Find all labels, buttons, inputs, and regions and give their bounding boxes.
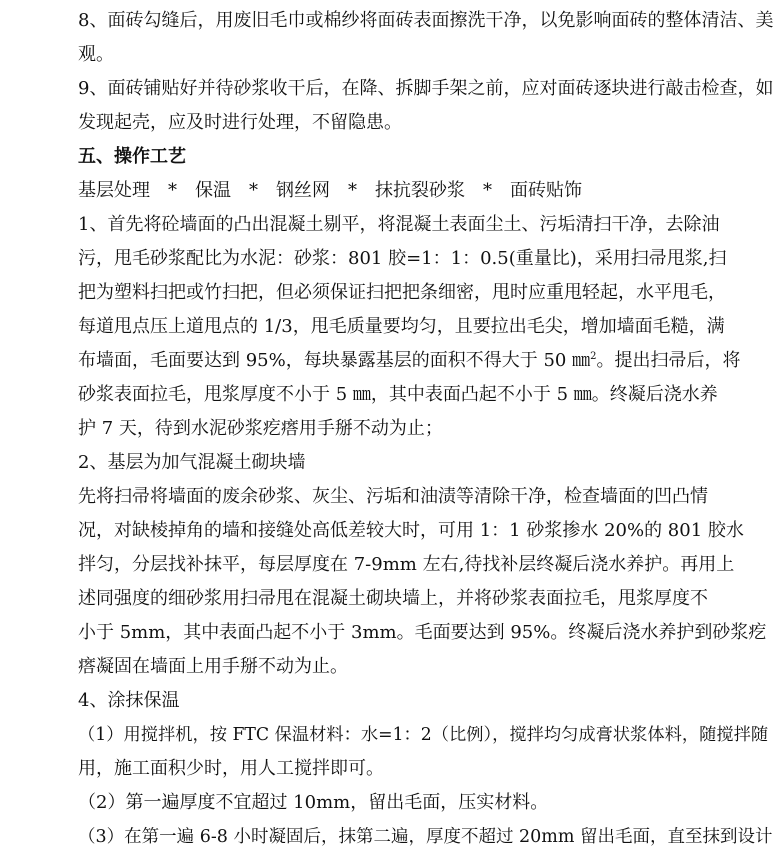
process-step-2: 保温 <box>195 180 231 201</box>
process-separator: * <box>348 180 357 201</box>
step-2-line-2: 况，对缺棱掉角的墙和接缝处高低差较大时，可用 1：1 砂浆掺水 20%的 801 胶水 <box>78 520 744 541</box>
step-1-line-1: 1、首先将砼墙面的凸出混凝土剔平，将混凝土表面尘土、污垢清扫干净，去除油 <box>78 214 720 235</box>
paragraph-8-line-2: 观。 <box>78 44 114 65</box>
step-4-sub-1-line-2: 用，施工面积少时，用人工搅拌即可。 <box>78 758 384 779</box>
process-separator: * <box>168 180 177 201</box>
step-2-line-5: 小于 5mm，其中表面凸起不小于 3mm。毛面要达到 95%。终凝后浇水养护到砂浆疙 <box>78 622 767 643</box>
step-1-line-5 <box>78 350 740 374</box>
process-step-1: 基层处理 <box>78 180 150 201</box>
process-flow <box>78 180 582 204</box>
superscript-2: 2 <box>590 351 597 362</box>
process-separator: * <box>249 180 258 201</box>
section-heading: 五、操作工艺 <box>78 146 186 167</box>
step-2-title: 2、基层为加气混凝土砌块墙 <box>78 452 306 473</box>
step-1-line-3: 把为塑料扫把或竹扫把，但必须保证扫把把条细密，甩时应重甩轻起，水平甩毛， <box>78 282 726 303</box>
paragraph-8-line-1: 8、面砖勾缝后，用废旧毛巾或棉纱将面砖表面擦洗干净，以免影响面砖的整体清洁、美 <box>78 10 774 31</box>
step-2-line-1: 先将扫帚将墙面的废余砂浆、灰尘、污垢和油渍等清除干净，检查墙面的凹凸情 <box>78 486 708 507</box>
step-4-sub-2: （2）第一遍厚度不宜超过 10mm，留出毛面，压实材料。 <box>78 792 549 813</box>
step-2-line-3: 拌匀，分层找补抹平，每层厚度在 7-9mm 左右,待找补层终凝后浇水养护。再用上 <box>78 554 735 575</box>
step-1-line-6: 砂浆表面拉毛，甩浆厚度不小于 5 ㎜，其中表面凸起不小于 5 ㎜。终凝后浇水养 <box>78 384 718 405</box>
step-4-sub-1-line-1: （1）用搅拌机，按 FTC 保温材料：水=1：2（比例），搅拌均匀成膏状浆体料，随搅拌随 <box>78 725 769 745</box>
process-separator: * <box>483 180 492 201</box>
step-4-title: 4、涂抹保温 <box>78 690 180 711</box>
process-step-5: 面砖贴饰 <box>510 180 582 201</box>
process-step-3: 钢丝网 <box>276 180 330 201</box>
paragraph-9-line-2: 发现起壳，应及时进行处理，不留隐患。 <box>78 112 402 133</box>
paragraph-9-line-1: 9、面砖铺贴好并待砂浆收干后，在降、拆脚手架之前，应对面砖逐块进行敲击检查，如 <box>78 78 774 99</box>
step-1-line-5-tail: 。提出扫帚后，将 <box>596 350 741 371</box>
step-2-line-6: 瘩凝固在墙面上用手掰不动为止。 <box>78 656 348 677</box>
process-step-4: 抹抗裂砂浆 <box>375 180 465 201</box>
step-1-line-4: 每道甩点压上道甩点的 1/3，甩毛质量要均匀，且要拉出毛尖，增加墙面毛糙，满 <box>78 316 725 337</box>
step-1-line-2: 污，甩毛砂浆配比为水泥：砂浆：801 胶=1：1：0.5(重量比)，采用扫帚甩浆,扫 <box>78 248 727 269</box>
step-1-line-7: 护 7 天，待到水泥砂浆疙瘩用手掰不动为止； <box>78 418 443 439</box>
step-2-line-4: 述同强度的细砂浆用扫帚甩在混凝土砌块墙上，并将砂浆表面拉毛，甩浆厚度不 <box>78 588 708 609</box>
step-4-sub-3: （3）在第一遍 6-8 小时凝固后，抹第二遍，厚度不超过 20mm 留出毛面，直至抹到设计 <box>78 827 773 847</box>
step-1-line-5-text: 布墙面，毛面要达到 95%，每块暴露基层的面积不得大于 50 ㎜ <box>78 350 591 371</box>
